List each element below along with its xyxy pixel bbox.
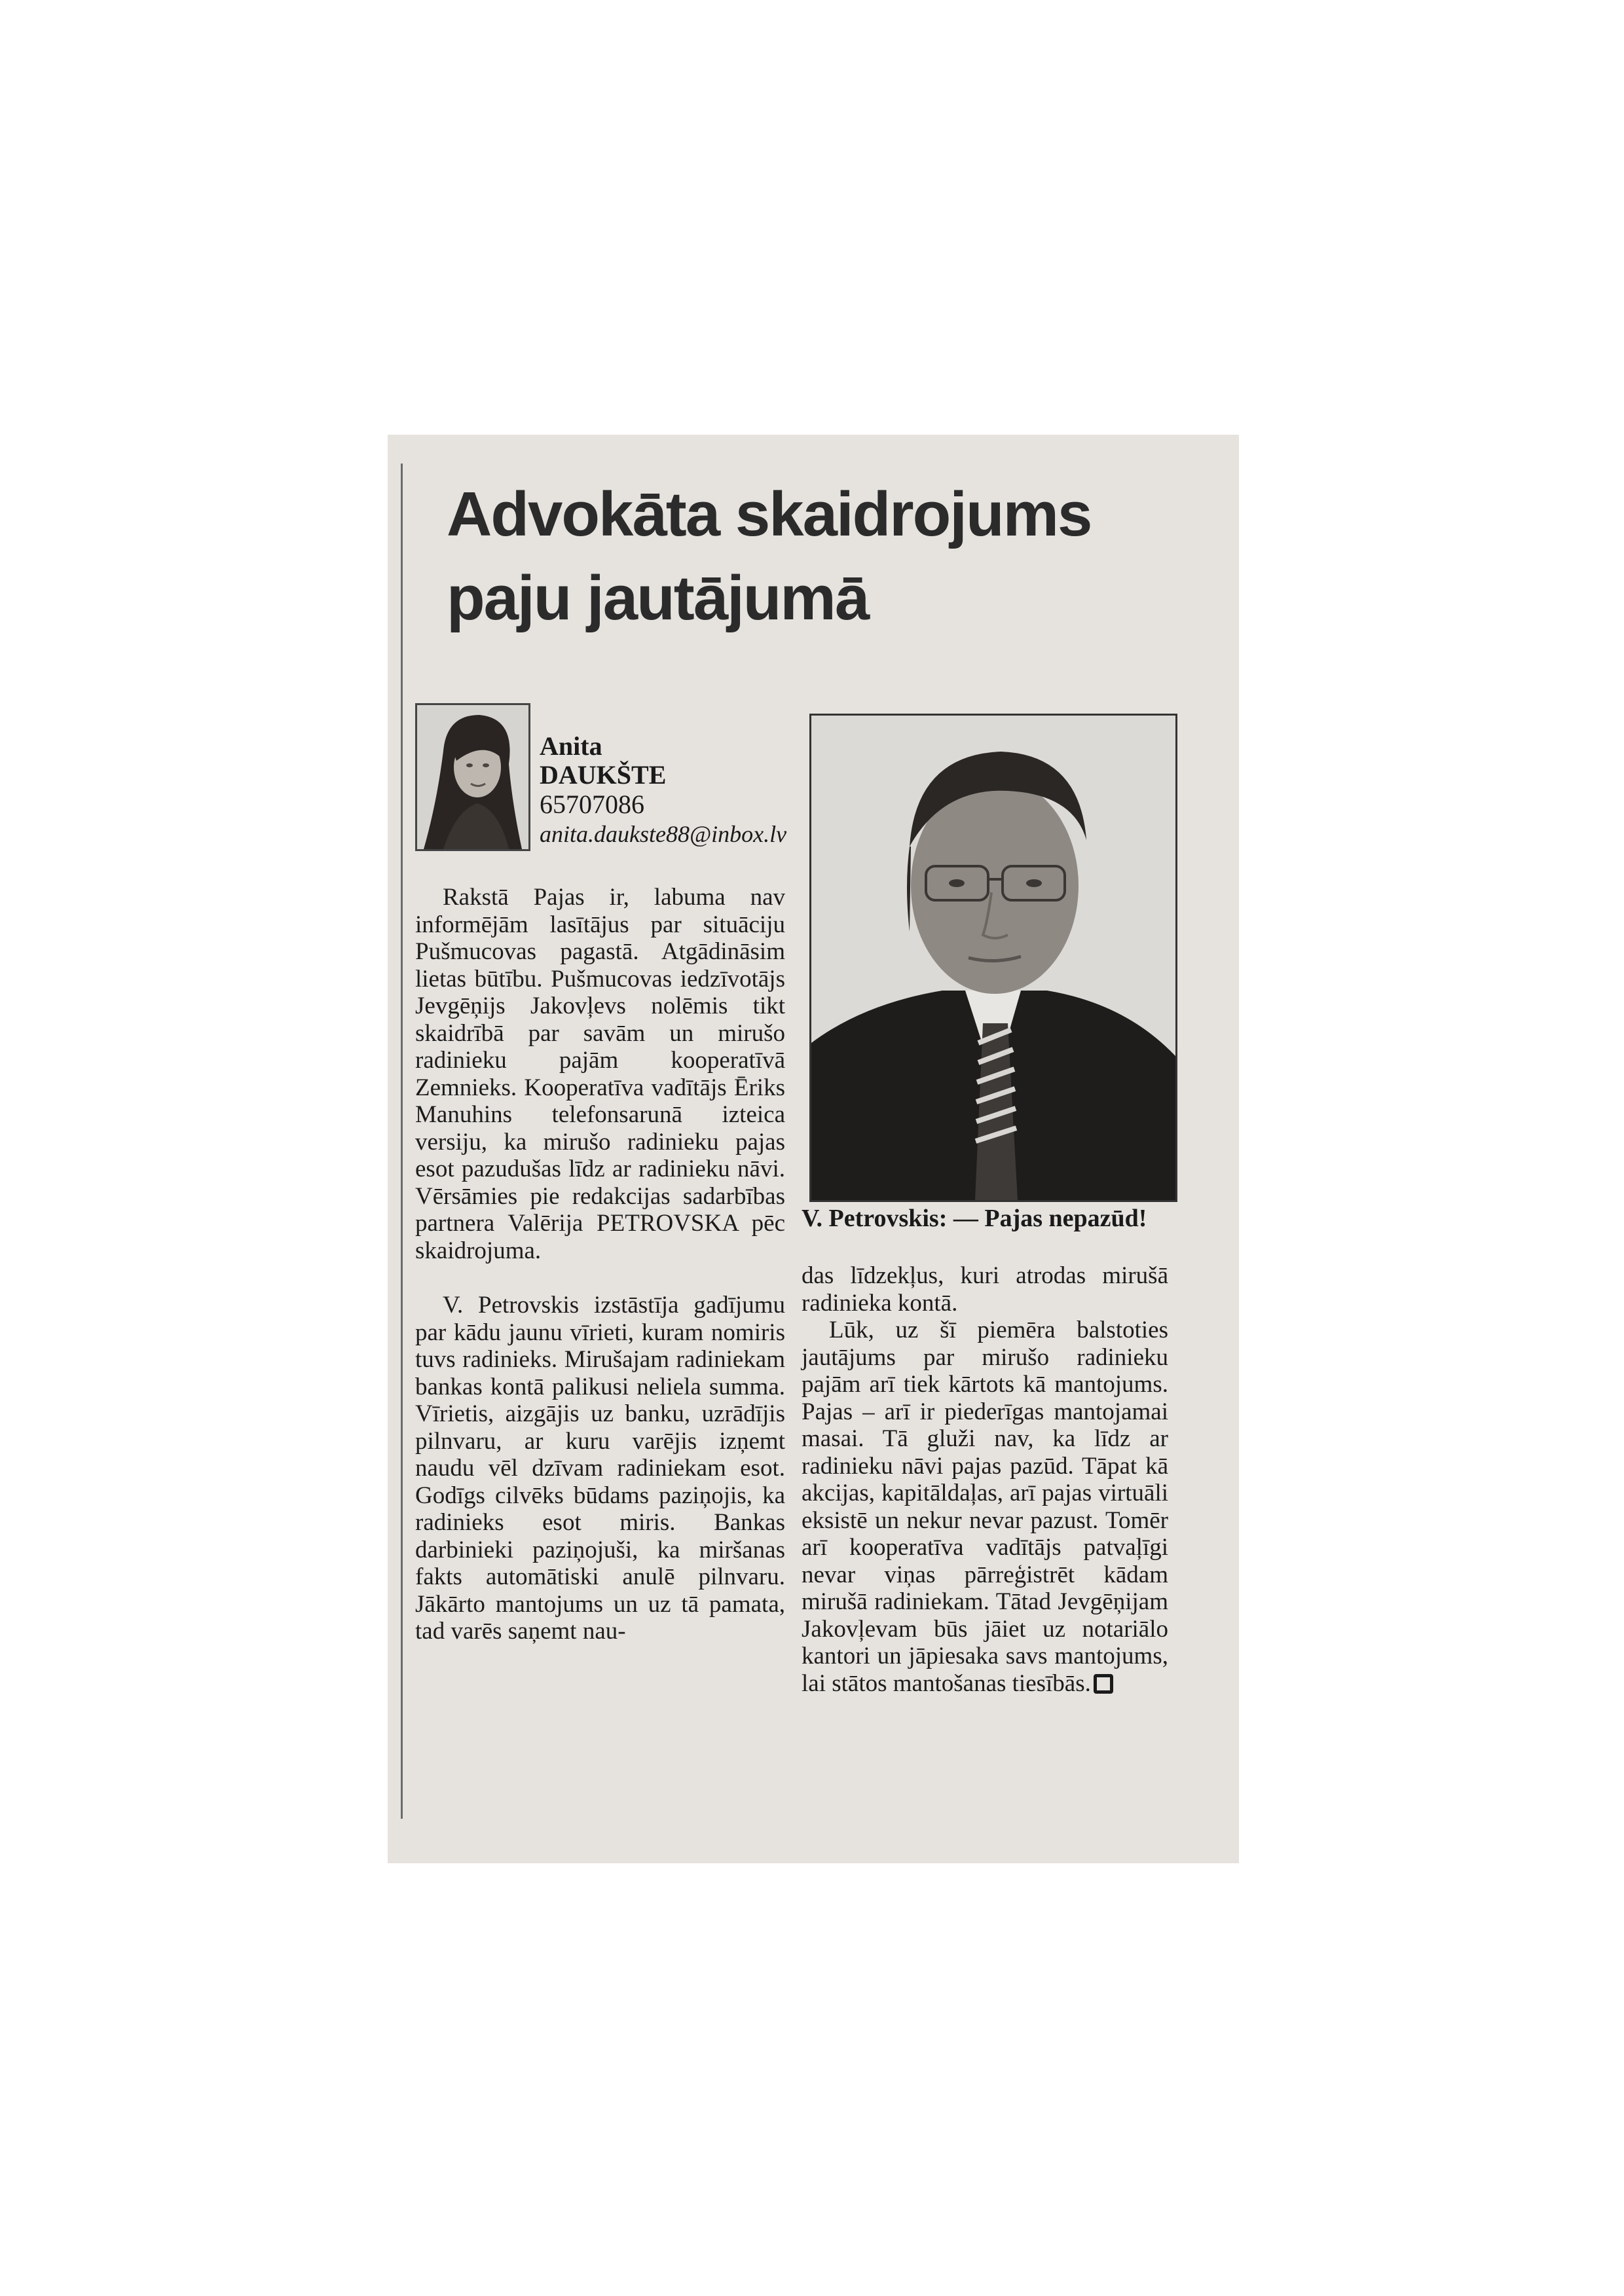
author-phone: 65707086 xyxy=(540,790,644,819)
article-column-right xyxy=(802,1262,1168,1697)
article-paragraph: das līdzekļus, kuri atrodas mirušā radinieka kontā. xyxy=(802,1262,1168,1317)
author-email: anita.daukste88@inbox.lv xyxy=(540,821,787,847)
author-last-name: DAUKŠTE xyxy=(540,760,667,790)
petrovskis-photo xyxy=(809,714,1177,1202)
article-column-left xyxy=(415,884,785,1645)
author-portrait-image xyxy=(417,705,528,849)
column-rule xyxy=(401,464,403,1819)
newspaper-clipping xyxy=(388,435,1239,1863)
author-byline xyxy=(540,732,788,848)
article-paragraph xyxy=(802,1317,1168,1697)
headline xyxy=(447,473,1200,640)
article-paragraph-text: Lūk, uz šī piemēra balstoties jautājums par mirušo radinieku pajām arī tiek kārtots kā mantojums. Pajas – arī ir piederīgas mantojamai masai. Tā gluži nav, ka līdz ar radinieku nāvi pajas pazūd. Tāpat kā akcijas, kapitāldaļas, arī pajas virtuāli eksistē un nekur nevar pazust. Tomēr arī kooperatīva vadītājs patvaļīgi nevar viņas pārreģistrēt kādam mirušā radiniekam. Tātad Jevgēņijam Jakovļevam būs jāiet uz notariālo kantori un jāpiesaka savs mantojums, lai stātos mantošanas tiesībās. xyxy=(802,1317,1168,1697)
petrovskis-portrait-image xyxy=(811,716,1175,1200)
author-photo xyxy=(415,703,530,851)
headline-line-1: Advokāta skaidrojums xyxy=(447,479,1092,549)
article-paragraph: V. Petrovskis izstāstīja gadījumu par kādu jaunu vīrieti, kuram nomiris tuvs radinieks. Mirušajam radiniekam bankas kontā palikusi neliela summa. Vīrietis, aizgājis uz banku, uzrādījis pilnvaru, ar kuru varējis izņemt naudu vēl dzīvam radiniekam esot. Godīgs cilvēks būdams paziņojis, ka radinieks esot miris. Bankas darbinieki paziņojuši, ka miršanas fakts automātiski anulē pilnvaru. Jākārto mantojums un uz tā pamata, tad varēs saņemt nau- xyxy=(415,1292,785,1645)
author-first-name: Anita xyxy=(540,731,602,761)
photo-caption: V. Petrovskis: — Pajas nepazūd! xyxy=(802,1205,1147,1232)
headline-line-2: paju jautājumā xyxy=(447,563,869,633)
end-of-article-square-icon xyxy=(1094,1674,1113,1694)
article-paragraph: Rakstā Pajas ir, labuma nav informējām lasītājus par situāciju Pušmucovas pagastā. Atgādināsim lietas būtību. Pušmucovas iedzīvotājs Jevgēņijs Jakovļevs nolēmis tikt skaidrībā par savām un mirušo radinieku pajām kooperatīvā Zemnieks. Kooperatīva vadītājs Ēriks Manuhins telefonsarunā izteica versiju, ka mirušo radinieku pajas esot pazudušas līdz ar radinieku nāvi. Vērsāmies pie redakcijas sadarbības partnera Valērija PETROVSKA pēc skaidrojuma. xyxy=(415,884,785,1264)
